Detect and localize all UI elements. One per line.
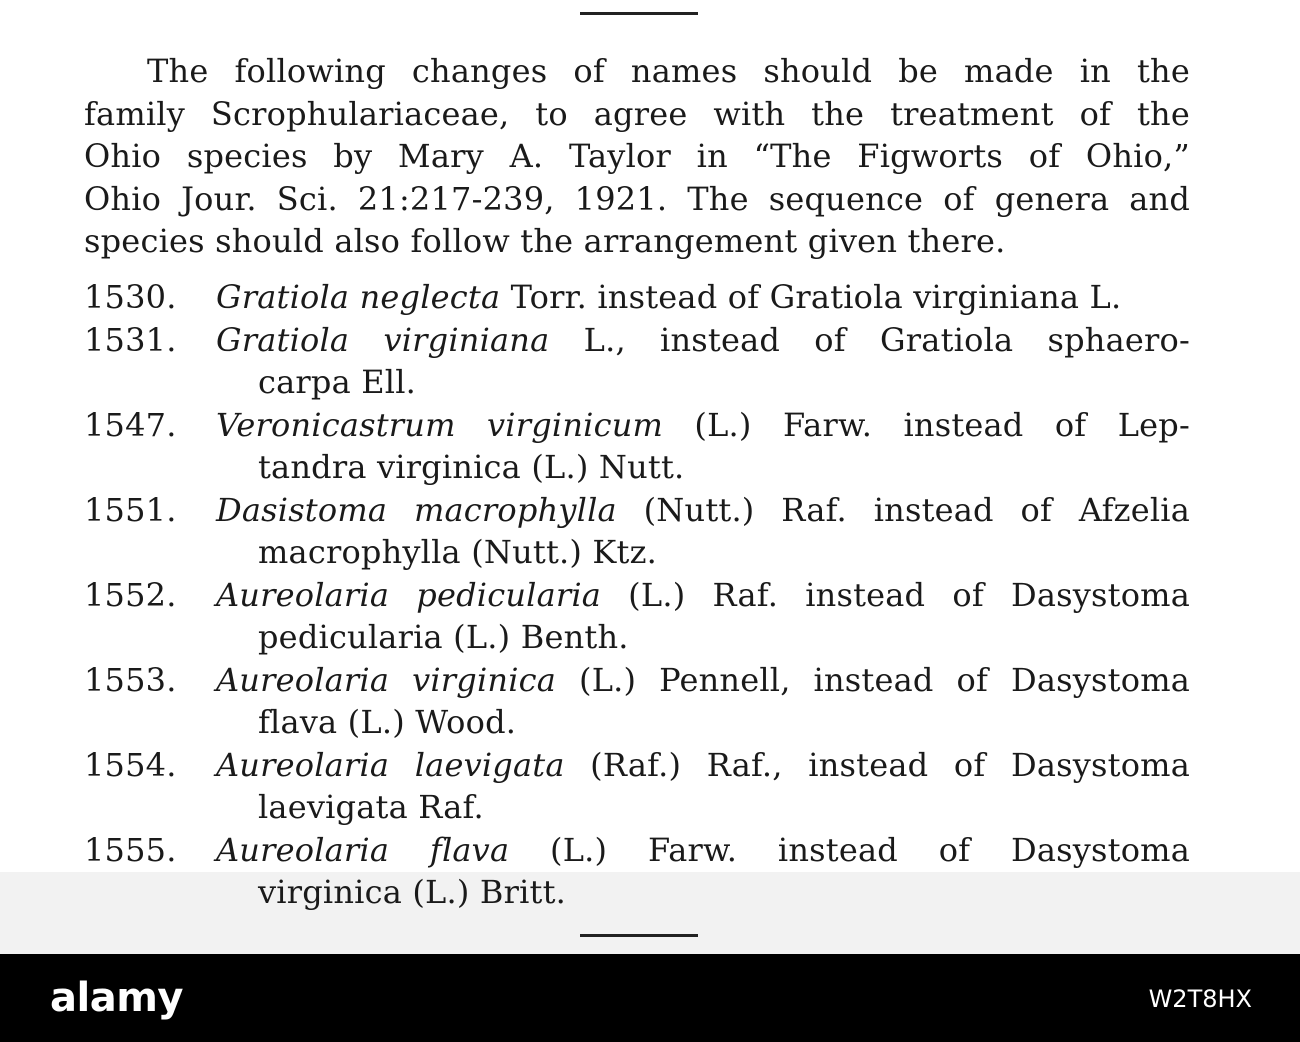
entry-number: 1555. — [84, 830, 177, 869]
list-item — [84, 744, 1190, 829]
entry-line-2: flava (L.) Wood. — [258, 703, 517, 741]
entry-text: (L.) Pennell, instead of Dasystoma — [556, 660, 1191, 699]
name-change-list — [84, 276, 1190, 914]
list-item — [84, 404, 1190, 489]
image-code: W2T8HX — [1148, 985, 1252, 1013]
entry-line-1 — [216, 489, 1190, 532]
list-item — [84, 319, 1190, 404]
entry-number: 1552. — [84, 575, 177, 614]
alamy-logo: alamy — [50, 975, 183, 1021]
top-divider-rule — [580, 12, 698, 15]
entry-line-2: carpa Ell. — [258, 363, 417, 401]
entry-line-1 — [216, 404, 1190, 447]
entry-text: (L.) Farw. instead of Lep- — [663, 405, 1190, 444]
list-item — [84, 659, 1190, 744]
entry-text: Torr. instead of Gratiola virginiana L. — [500, 278, 1122, 316]
entry-line-2: macrophylla (Nutt.) Ktz. — [258, 533, 658, 571]
entry-line-2: pedicularia (L.) Benth. — [258, 618, 629, 656]
entry-line-1 — [216, 744, 1190, 787]
entry-text: (Nutt.) Raf. instead of Afzelia — [616, 490, 1191, 529]
entry-number: 1554. — [84, 745, 177, 784]
entry-number: 1553. — [84, 660, 177, 699]
species-name: Aureolaria laevigata — [216, 745, 565, 784]
species-name: Veronicastrum virginicum — [216, 405, 664, 444]
species-name: Dasistoma macrophylla — [216, 490, 617, 529]
list-item — [84, 276, 1190, 319]
intro-line: species should also follow the arrangement given there. — [84, 222, 1006, 260]
species-name: Aureolaria flava — [216, 830, 510, 869]
intro-line: Ohio Jour. Sci. 21:217-239, 1921. The sequence of genera and — [84, 179, 1190, 218]
intro-line: The following changes of names should be made in the — [147, 52, 1190, 90]
entry-text: (L.) Farw. instead of Dasystoma — [509, 830, 1190, 869]
entry-number: 1530. — [84, 278, 177, 316]
intro-line: Ohio species by Mary A. Taylor in “The Figworts of Ohio,” — [84, 137, 1190, 175]
entry-line-1 — [216, 574, 1190, 617]
entry-line-1 — [216, 659, 1190, 702]
intro-paragraph — [84, 50, 1190, 263]
entry-number: 1551. — [84, 490, 177, 529]
species-name: Gratiola virginiana — [216, 320, 550, 359]
entry-number: 1547. — [84, 405, 177, 444]
entry-line-1 — [216, 829, 1190, 872]
list-item — [84, 489, 1190, 574]
species-name: Aureolaria pedicularia — [216, 575, 602, 614]
entry-text: L., instead of Gratiola sphaero- — [549, 320, 1190, 359]
entry-line-1 — [216, 319, 1190, 362]
entry-line-1 — [216, 276, 1190, 319]
bottom-divider-rule — [580, 934, 698, 937]
entry-line-2: laevigata Raf. — [258, 788, 484, 826]
entry-number: 1531. — [84, 320, 177, 359]
list-item — [84, 829, 1190, 914]
watermark-footer-bar — [0, 954, 1300, 1042]
species-name: Gratiola neglecta — [216, 278, 501, 316]
entry-text: (Raf.) Raf., instead of Dasystoma — [564, 745, 1190, 784]
list-item — [84, 574, 1190, 659]
species-name: Aureolaria virginica — [216, 660, 557, 699]
entry-line-2: virginica (L.) Britt. — [258, 873, 567, 911]
entry-line-2: tandra virginica (L.) Nutt. — [258, 448, 685, 486]
entry-text: (L.) Raf. instead of Dasystoma — [601, 575, 1190, 614]
intro-line: family Scrophulariaceae, to agree with the treatment of the — [84, 94, 1190, 133]
